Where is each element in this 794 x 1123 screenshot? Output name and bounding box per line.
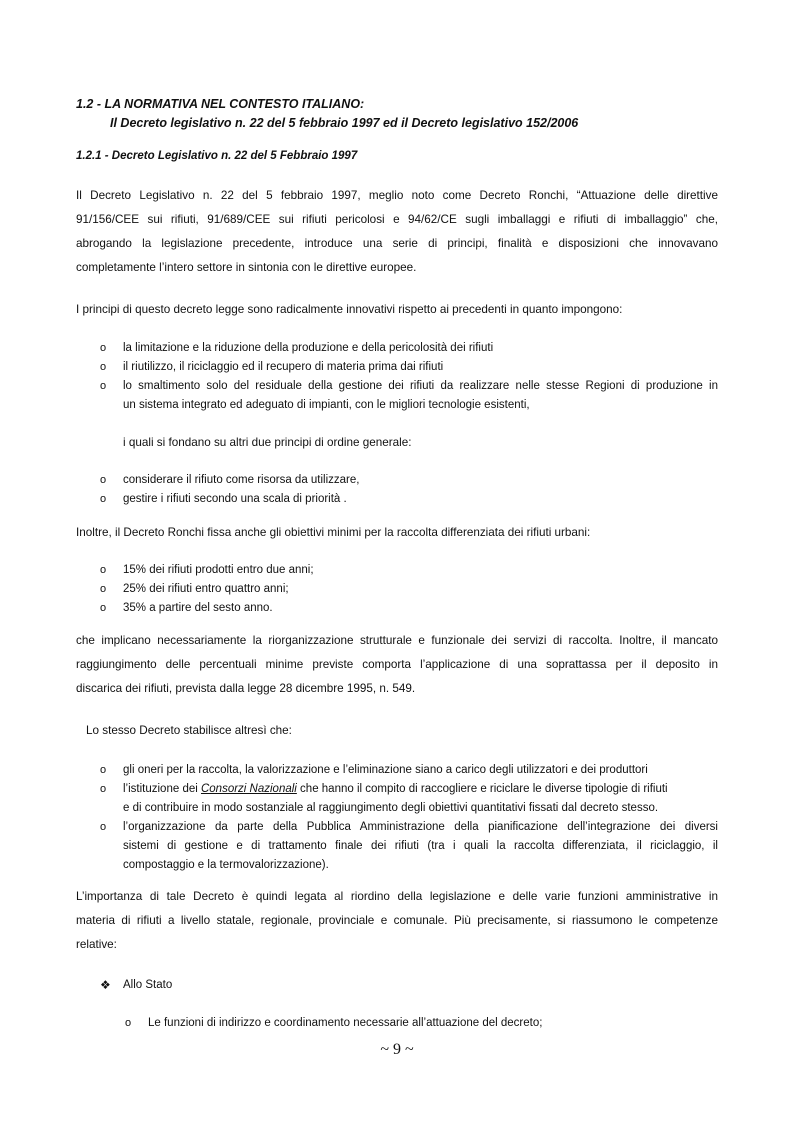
para7-line1: L’importanza di tale Decreto è quindi legata al riordino della legislazione e delle varie funzioni amministrative in (76, 890, 718, 903)
list1-item3-line1: lo smaltimento solo del residuale della gestione dei rifiuti da realizzare nelle stesse Regioni di produzione in (123, 380, 718, 392)
list5-item1: Le funzioni di indirizzo e coordinamento necessarie all’attuazione del decreto; (148, 1017, 543, 1029)
list4-item2-line2: e di contribuire in modo sostanziale al raggiungimento degli obiettivi quantitativi fissati dal decreto stesso. (123, 802, 659, 814)
para7-line3: relative: (76, 938, 117, 951)
bullet-circle: o (125, 1017, 132, 1029)
bullet-circle: o (100, 764, 107, 776)
list1-item1: la limitazione e la riduzione della produzione e della pericolosità dei rifiuti (123, 342, 494, 354)
list2-item1: considerare il rifiuto come risorsa da utilizzare, (123, 474, 360, 486)
diamond-bullet-icon: ❖ (100, 978, 111, 992)
para1-line2: 91/156/CEE sui rifiuti, 91/689/CEE sui rifiuti pericolosi e 94/62/CE sugli imballaggi e rifiuti di imballaggio” che, (76, 213, 718, 226)
bullet-circle: o (100, 474, 107, 486)
bullet-circle: o (100, 361, 107, 373)
para5-line1: che implicano necessariamente la riorganizzazione strutturale e funzionale dei servizi di raccolta. Inoltre, il mancato (76, 634, 718, 647)
page-number: ~ 9 ~ (380, 1041, 414, 1058)
para5-line2: raggiungimento delle percentuali minime previste comporta l’applicazione di una soprattassa per il deposito in (76, 658, 718, 671)
para5-line3: discarica dei rifiuti, prevista dalla legge 28 dicembre 1995, n. 549. (76, 682, 416, 695)
list4-item2-line1 (123, 783, 668, 795)
section-number: 1.2 (76, 97, 94, 111)
section-title: - LA NORMATIVA NEL CONTESTO ITALIANO: (93, 97, 365, 111)
bullet-circle: o (100, 602, 107, 614)
para4: Inoltre, il Decreto Ronchi fissa anche gli obiettivi minimi per la raccolta differenziata dei rifiuti urbani: (76, 526, 591, 539)
consorzi-nazionali-link[interactable]: Consorzi Nazionali (200, 783, 297, 795)
para7-line2: materia di rifiuti a livello statale, regionale, provinciale e comunale. Più precisamente, si riassumono le competenze (76, 914, 718, 927)
bullet-circle: o (100, 342, 107, 354)
list4-item3-line2: sistemi di gestione e di trattamento finale dei rifiuti (tra i quali la raccolta differenziata, il riciclaggio, il (123, 840, 718, 852)
bullet-circle: o (100, 821, 107, 833)
bullet-circle: o (100, 380, 107, 392)
subsection-title: 1.2.1 - Decreto Legislativo n. 22 del 5 Febbraio 1997 (76, 150, 358, 162)
para2: I principi di questo decreto legge sono radicalmente innovativi rispetto ai precedenti in quanto impongono: (76, 303, 623, 316)
list2-item2: gestire i rifiuti secondo una scala di priorità . (123, 493, 347, 505)
list4-item3-line3: compostaggio e la termovalorizzazione). (123, 859, 329, 871)
bullet-circle: o (100, 493, 107, 505)
list1-item3-line2: un sistema integrato ed adeguato di impianti, con le migliori tecnologie esistenti, (123, 399, 530, 411)
list3-item2: 25% dei rifiuti entro quattro anni; (123, 583, 289, 595)
list3-item1: 15% dei rifiuti prodotti entro due anni; (123, 564, 314, 576)
para1-line4: completamente l’intero settore in sintonia con le direttive europee. (76, 261, 417, 274)
list1-item2: il riutilizzo, il riciclaggio ed il recupero di materia prima dai rifiuti (123, 361, 444, 373)
para1-line3: abrogando la legislazione precedente, introduce una serie di principi, finalità e disposizioni che innovavano (76, 237, 718, 250)
para1-line1: Il Decreto Legislativo n. 22 del 5 febbraio 1997, meglio noto come Decreto Ronchi, “Attuazione delle direttive (76, 189, 718, 202)
list4-item2-pre: l’istituzione dei (123, 783, 201, 795)
bullet-circle: o (100, 583, 107, 595)
list4-item2-post: che hanno il compito di raccogliere e riciclare le diverse tipologie di rifiuti (296, 783, 668, 795)
list4-item3-line1: l’organizzazione da parte della Pubblica Amministrazione della pianificazione dell’integrazione dei diversi (123, 821, 718, 833)
section-heading (76, 97, 364, 111)
bullet-circle: o (100, 564, 107, 576)
list4-item1: gli oneri per la raccolta, la valorizzazione e l’eliminazione siano a carico degli utilizzatori e dei produttori (123, 764, 648, 776)
bullet-circle: o (100, 783, 107, 795)
list5-heading: Allo Stato (123, 979, 173, 991)
list3-item3: 35% a partire del sesto anno. (123, 602, 273, 614)
section-subtitle: Il Decreto legislativo n. 22 del 5 febbraio 1997 ed il Decreto legislativo 152/2006 (110, 116, 579, 130)
para6: Lo stesso Decreto stabilisce altresì che: (86, 724, 292, 737)
para3: i quali si fondano su altri due principi di ordine generale: (123, 436, 412, 449)
